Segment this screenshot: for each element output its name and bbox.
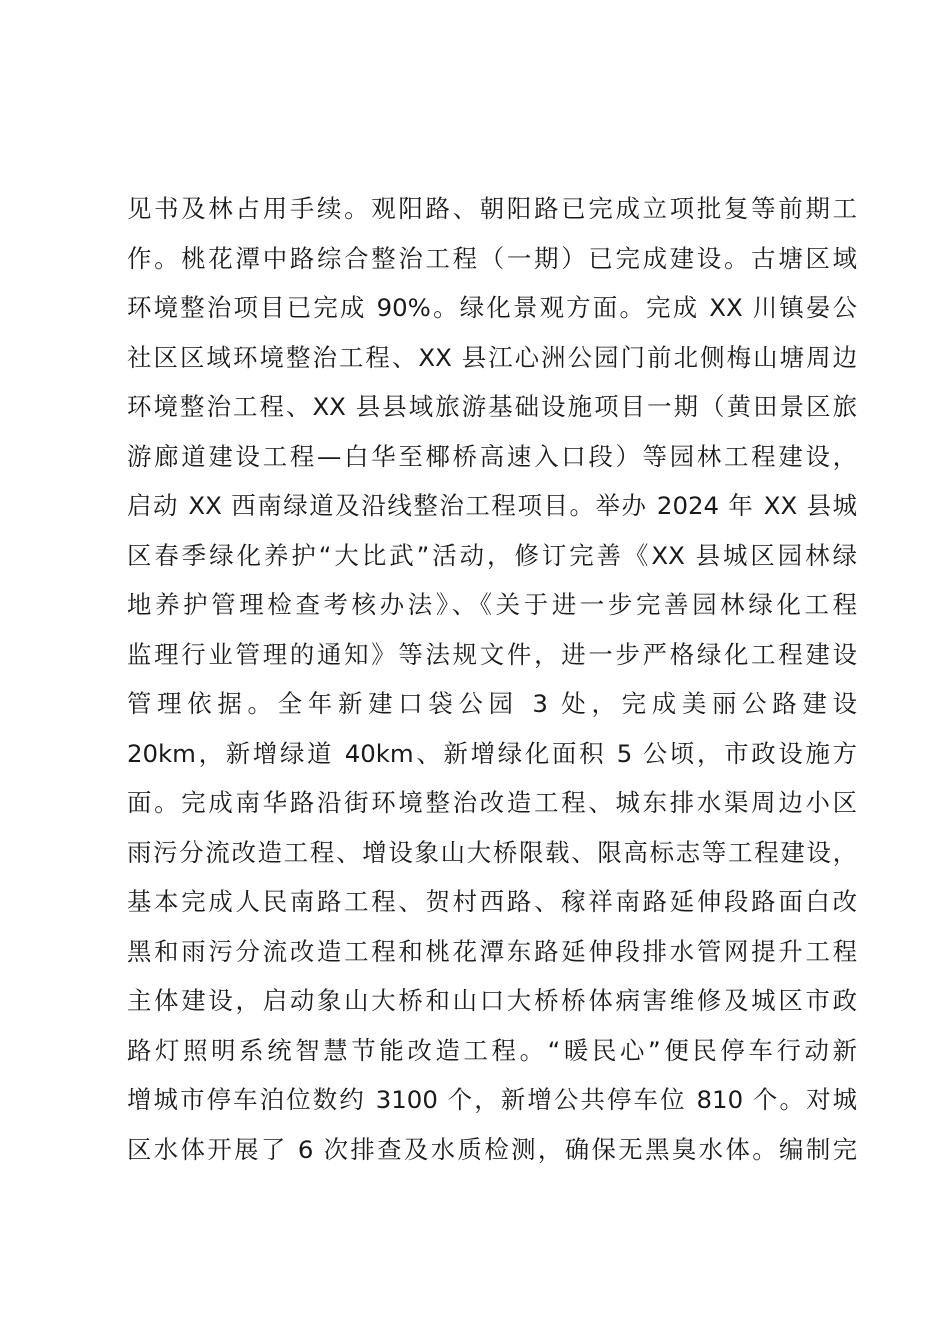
text-line: 环境整治项目已完成 90%。绿化景观方面。完成 XX 川镇晏公 <box>127 293 857 322</box>
text-line: 作。桃花潭中路综合整治工程（一期）已完成建设。古塘区域 <box>127 243 857 273</box>
text-line: 增城市停车泊位数约 3100 个，新增公共停车位 810 个。对城 <box>127 1085 857 1114</box>
text-line: 监理行业管理的通知》等法规文件，进一步严格绿化工程建设 <box>127 639 857 669</box>
text-line: 见书及林占用手续。观阳路、朝阳路已完成立项批复等前期工 <box>127 194 857 223</box>
text-line: 雨污分流改造工程、增设象山大桥限载、限高标志等工程建设， <box>127 837 857 867</box>
text-line: 黑和雨污分流改造工程和桃花潭东路延伸段排水管网提升工程 <box>127 936 857 966</box>
text-line: 区水体开展了 6 次排查及水质检测，确保无黑臭水体。编制完 <box>127 1134 857 1164</box>
body-paragraph <box>127 184 857 1174</box>
text-line: 环境整治工程、XX 县县域旅游基础设施项目一期（黄田景区旅 <box>127 392 857 421</box>
text-line: 区春季绿化养护“大比武”活动，修订完善《XX 县城区园林绿 <box>127 540 857 570</box>
text-line: 启动 XX 西南绿道及沿线整治工程项目。举办 2024 年 XX 县城 <box>127 491 857 520</box>
text-line: 游廊道建设工程—白华至椰桥高速入口段）等园林工程建设， <box>127 441 857 471</box>
text-line: 20km，新增绿道 40km、新增绿化面积 5 公顷，市政设施方 <box>127 738 857 768</box>
text-line: 路灯照明系统智慧节能改造工程。“暖民心”便民停车行动新 <box>127 1035 857 1065</box>
text-line: 地养护管理检查考核办法》、《关于进一步完善园林绿化工程 <box>127 590 857 619</box>
text-line: 基本完成人民南路工程、贺村西路、稼祥南路延伸段路面白改 <box>127 887 857 916</box>
text-line: 面。完成南华路沿街环境整治改造工程、城东排水渠周边小区 <box>127 788 857 817</box>
text-line: 社区区域环境整治工程、XX 县江心洲公园门前北侧梅山塘周边 <box>127 342 857 372</box>
text-line: 主体建设，启动象山大桥和山口大桥桥体病害维修及城区市政 <box>127 986 857 1015</box>
text-line: 管理依据。全年新建口袋公园 3 处，完成美丽公路建设 <box>127 689 857 718</box>
